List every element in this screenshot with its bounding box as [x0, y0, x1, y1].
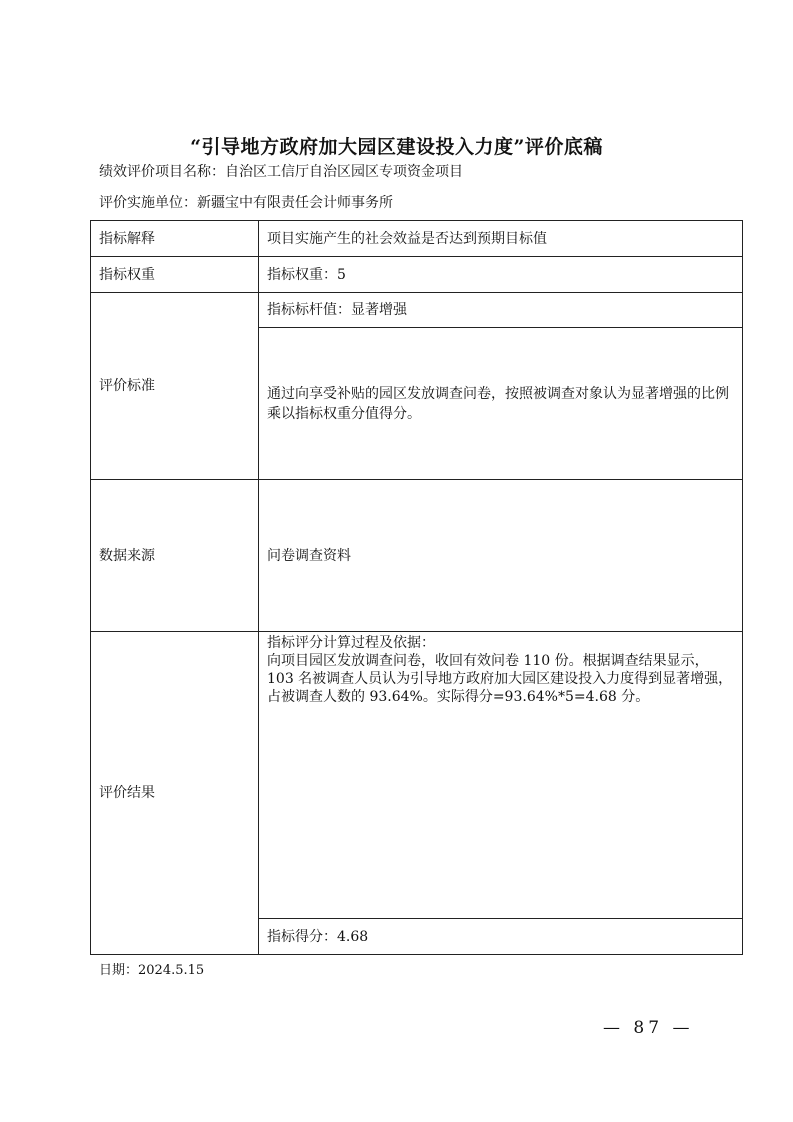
benchmark-value: 指标标杆值：显著增强 — [259, 293, 743, 328]
page-number: — 87 — — [603, 1018, 694, 1038]
score-value: 指标得分：4.68 — [259, 919, 743, 955]
document-title: “引导地方政府加大园区建设投入力度”评价底稿 — [190, 136, 603, 158]
source-label: 数据来源 — [91, 480, 259, 632]
evaluation-unit: 评价实施单位：新疆宝中有限责任会计师事务所 — [99, 195, 393, 211]
standard-text: 通过向享受补贴的园区发放调查问卷，按照被调查对象认为显著增强的比例乘以指标权重分值得分。 — [259, 328, 743, 480]
table-row — [91, 221, 743, 257]
source-value: 问卷调查资料 — [259, 480, 743, 632]
table-row — [91, 257, 743, 293]
project-name: 绩效评价项目名称：自治区工信厅自治区园区专项资金项目 — [99, 164, 463, 180]
calc-title: 指标评分计算过程及依据： — [267, 635, 435, 651]
standard-label: 评价标准 — [91, 293, 259, 480]
table-row — [91, 293, 743, 328]
calc-text: 向项目园区发放调查问卷，收回有效问卷 110 份。根据调查结果显示，103 名被调查人员认为引导地方政府加大园区建设投入力度得到显著增强，占被调查人数的 93.64%。实际得分=93.64%*5=4.68 分。 — [267, 653, 733, 705]
table-row — [91, 632, 743, 919]
evaluation-table — [90, 220, 743, 955]
explain-label: 指标解释 — [91, 221, 259, 257]
weight-value: 指标权重：5 — [259, 257, 743, 293]
explain-value: 项目实施产生的社会效益是否达到预期目标值 — [259, 221, 743, 257]
date: 日期：2024.5.15 — [99, 963, 205, 978]
weight-label: 指标权重 — [91, 257, 259, 293]
calc-cell — [259, 632, 743, 919]
result-label: 评价结果 — [91, 632, 259, 955]
table-row — [91, 480, 743, 632]
